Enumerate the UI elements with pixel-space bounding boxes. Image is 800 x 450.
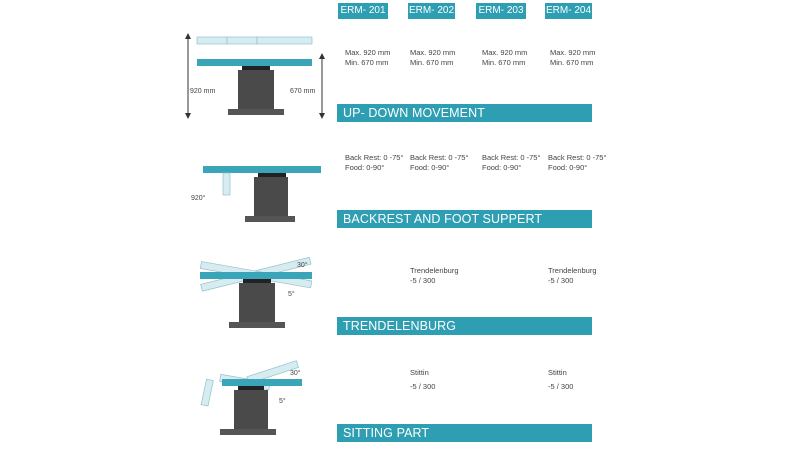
sitting-angle-5-label: 5° [279, 398, 286, 405]
spec-erm-204-trendelenburg: Trendelenburg -5 / 300 [548, 266, 597, 285]
banner-trendelenburg: TRENDELENBURG [337, 317, 592, 335]
trendelenburg-angle-30-label: 30° [297, 262, 308, 269]
model-tab-erm-202: ERM- 202 [408, 3, 455, 19]
spec-erm-201-backrest: Back Rest: 0 -75° Food: 0-90° [345, 153, 404, 172]
sitting-angle-30-label: 30° [290, 370, 301, 377]
model-tab-erm-203: ERM- 203 [476, 3, 526, 19]
backrest-angle-label: 920° [191, 195, 206, 202]
spec-erm-201-updown: Max. 920 mm Min. 670 mm [345, 48, 391, 67]
up-down-illustration [180, 30, 330, 122]
spec-erm-203-updown: Max. 920 mm Min. 670 mm [482, 48, 528, 67]
height-max-label: 920 mm [190, 88, 216, 95]
spec-erm-203-backrest: Back Rest: 0 -75° Food: 0-90° [482, 153, 541, 172]
spec-erm-204-sitting: Stittin -5 / 300 [548, 368, 574, 391]
banner-sitting-part: SITTING PART [337, 424, 592, 442]
sitting-part-illustration [200, 352, 310, 440]
model-tab-erm-201: ERM- 201 [338, 3, 388, 19]
spec-erm-202-updown: Max. 920 mm Min. 670 mm [410, 48, 456, 67]
spec-erm-202-sitting: Stittin -5 / 300 [410, 368, 436, 391]
trendelenburg-illustration [195, 245, 320, 331]
spec-erm-202-backrest: Back Rest: 0 -75° Food: 0-90° [410, 153, 469, 172]
trendelenburg-angle-5-label: 5° [288, 291, 295, 298]
banner-up-down-movement: UP- DOWN MOVEMENT [337, 104, 592, 122]
spec-erm-204-updown: Max. 920 mm Min. 670 mm [550, 48, 596, 67]
spec-erm-202-trendelenburg: Trendelenburg -5 / 300 [410, 266, 459, 285]
banner-backrest-and-foot-suppert: BACKREST AND FOOT SUPPERT [337, 210, 592, 228]
spec-erm-204-backrest: Back Rest: 0 -75° Food: 0-90° [548, 153, 607, 172]
backrest-illustration [195, 160, 325, 226]
height-min-label: 670 mm [290, 88, 316, 95]
model-tab-erm-204: ERM- 204 [545, 3, 592, 19]
